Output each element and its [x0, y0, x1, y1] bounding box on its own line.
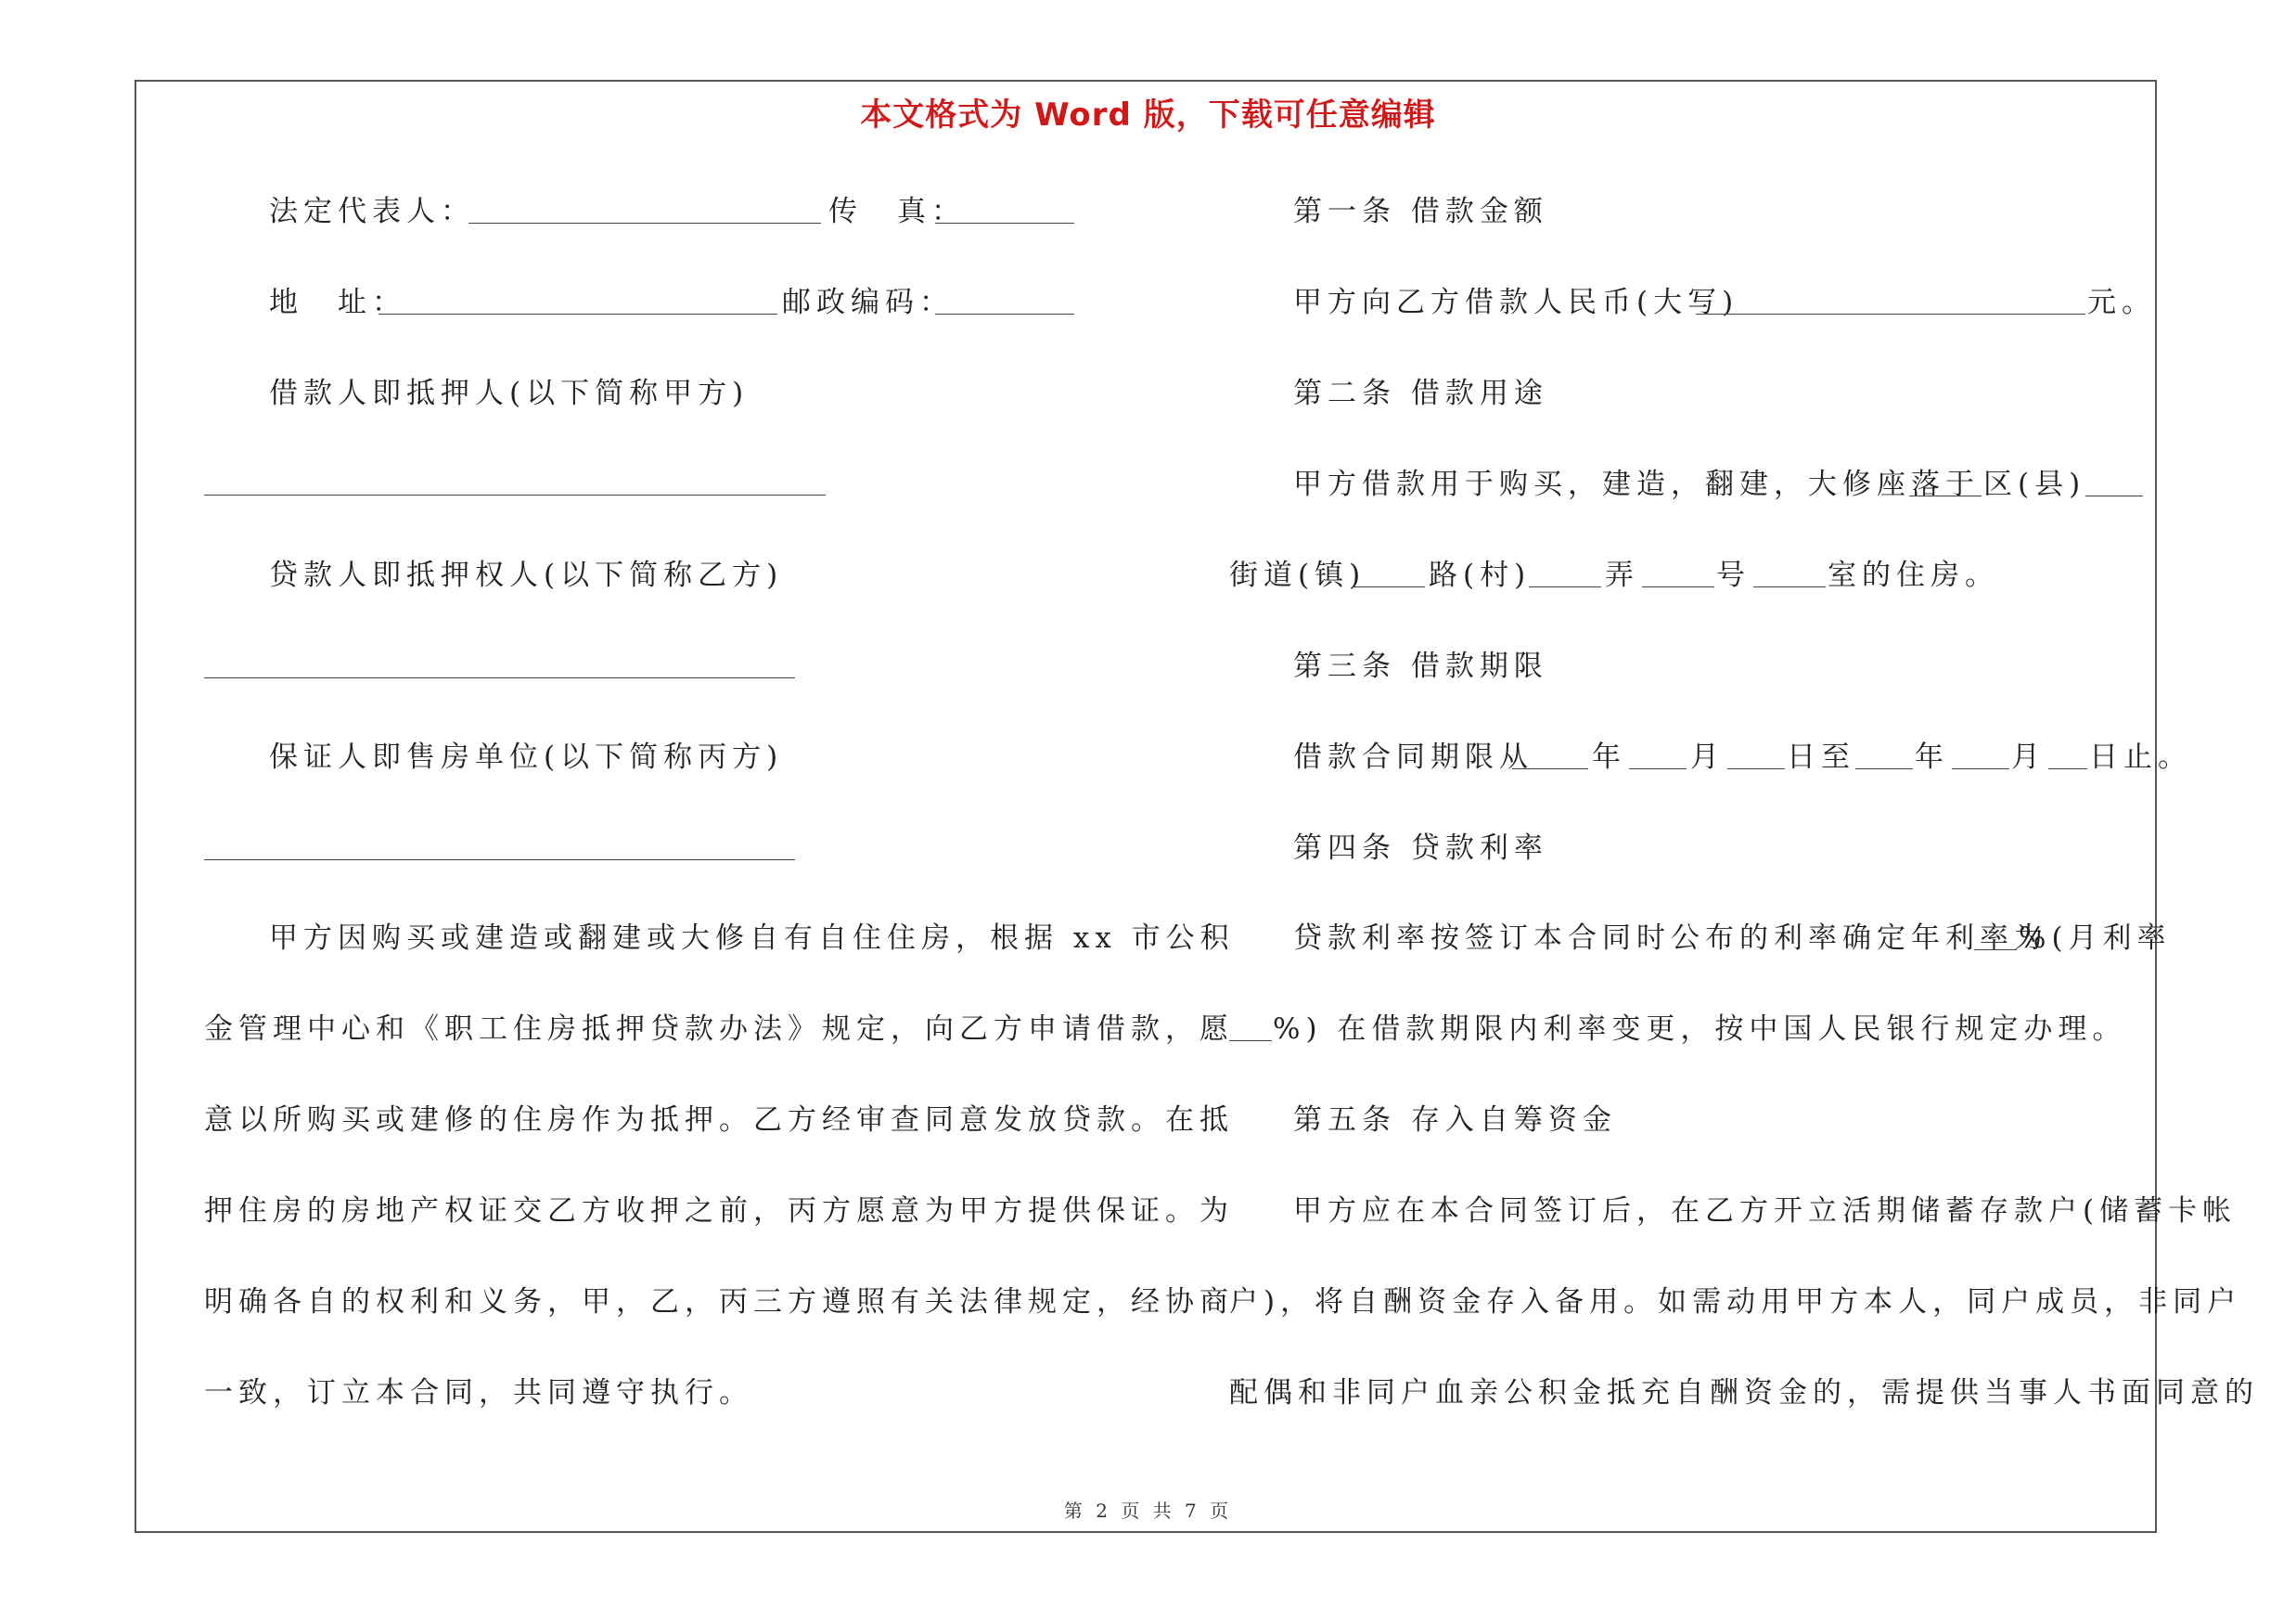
article-4-text-2: %) 在借款期限内利率变更，按中国人民银行规定办理。 [1273, 1012, 2127, 1046]
article-2-street: 街道(镇) [1229, 559, 1366, 592]
article-2-lane: 弄 [1605, 559, 1639, 592]
article-1-unit: 元。 [2087, 286, 2156, 319]
article-3-month: 月 [1690, 741, 1725, 774]
end-year-blank [1855, 768, 1913, 769]
preamble-line-3: 意以所购买或建修的住房作为抵押。乙方经审查同意发放贷款。在抵 [204, 1103, 1234, 1137]
lane-blank [1642, 586, 1714, 587]
article-3-year-2: 年 [1915, 741, 1949, 774]
article-5-text-2: 户)，将自酬资金存入备用。如需动用甲方本人，同户成员，非同户 [1229, 1285, 2242, 1319]
article-4-text-1: 贷款利率按签订本合同时公布的利率确定年利率为 [1293, 921, 2048, 955]
preamble-line-6: 一致，订立本合同，共同遵守执行。 [204, 1376, 753, 1410]
preamble-line-5: 明确各自的权利和义务，甲，乙，丙三方遵照有关法律规定，经协商 [204, 1285, 1234, 1319]
annual-rate-blank [1974, 949, 2017, 950]
article-3-to: 日至 [1787, 741, 1855, 774]
article-2-district: 区(县) [1983, 468, 2086, 501]
preamble-line-1: 甲方因购买或建造或翻建或大修自有自住住房，根据 xx 市公积 [269, 921, 1235, 955]
start-year-blank [1512, 768, 1588, 769]
article-2-title: 第二条 借款用途 [1293, 377, 1548, 410]
legal-rep-blank [468, 223, 821, 224]
postcode-label: 邮政编码： [782, 286, 954, 319]
end-month-blank [1952, 768, 2009, 769]
page-number: 第 2 页 共 7 页 [1063, 1500, 1233, 1522]
address-blank [378, 314, 777, 315]
article-4-monthly: %(月利率 [2019, 921, 2172, 955]
article-1-text: 甲方向乙方借款人民币(大写) [1293, 286, 1739, 319]
format-banner: 本文格式为 Word 版，下载可任意编辑 [860, 97, 1436, 134]
postcode-blank [935, 314, 1074, 315]
article-1-title: 第一条 借款金额 [1293, 195, 1548, 228]
end-day-blank [2048, 768, 2087, 769]
fax-blank [935, 223, 1074, 224]
start-month-blank [1629, 768, 1687, 769]
article-5-text-1: 甲方应在本合同签订后，在乙方开立活期储蓄存款户(储蓄卡帐 [1293, 1194, 2238, 1228]
address-label: 地 址： [269, 286, 406, 319]
fax-label: 传 真： [828, 195, 966, 228]
lender-blank [204, 677, 795, 678]
guarantor-blank [204, 859, 795, 860]
article-3-year: 年 [1592, 741, 1626, 774]
preamble-line-4: 押住房的房地产权证交乙方收押之前，丙方愿意为甲方提供保证。为 [204, 1194, 1234, 1228]
article-3-month-2: 月 [2011, 741, 2046, 774]
guarantor-label: 保证人即售房单位(以下简称丙方) [269, 741, 784, 774]
lender-label: 贷款人即抵押权人(以下简称乙方) [269, 559, 784, 592]
article-2-room: 室的住房。 [1828, 559, 1999, 592]
preamble-line-2: 金管理中心和《职工住房抵押贷款办法》规定，向乙方申请借款，愿 [204, 1012, 1234, 1046]
article-5-text-3: 配偶和非同户血亲公积金抵充自酬资金的，需提供当事人书面同意的 [1229, 1376, 2259, 1410]
monthly-rate-blank [1229, 1040, 1272, 1041]
borrower-blank [204, 495, 826, 496]
number-blank [1753, 586, 1826, 587]
article-2-number: 号 [1716, 559, 1751, 592]
legal-rep-label: 法定代表人： [269, 195, 475, 228]
article-3-text: 借款合同期限从 [1293, 741, 1533, 774]
article-3-end: 日止。 [2089, 741, 2192, 774]
article-2-text-1: 甲方借款用于购买，建造，翻建，大修座落于 [1293, 468, 1980, 501]
article-4-title: 第四条 贷款利率 [1293, 831, 1548, 865]
start-day-blank [1727, 768, 1785, 769]
article-3-title: 第三条 借款期限 [1293, 650, 1548, 683]
loan-amount-blank [1696, 314, 2085, 315]
street-blank [1353, 586, 1425, 587]
article-5-title: 第五条 存入自筹资金 [1293, 1103, 1617, 1137]
borrower-label: 借款人即抵押人(以下简称甲方) [269, 377, 750, 410]
article-2-road: 路(村) [1429, 559, 1532, 592]
road-blank [1529, 586, 1601, 587]
